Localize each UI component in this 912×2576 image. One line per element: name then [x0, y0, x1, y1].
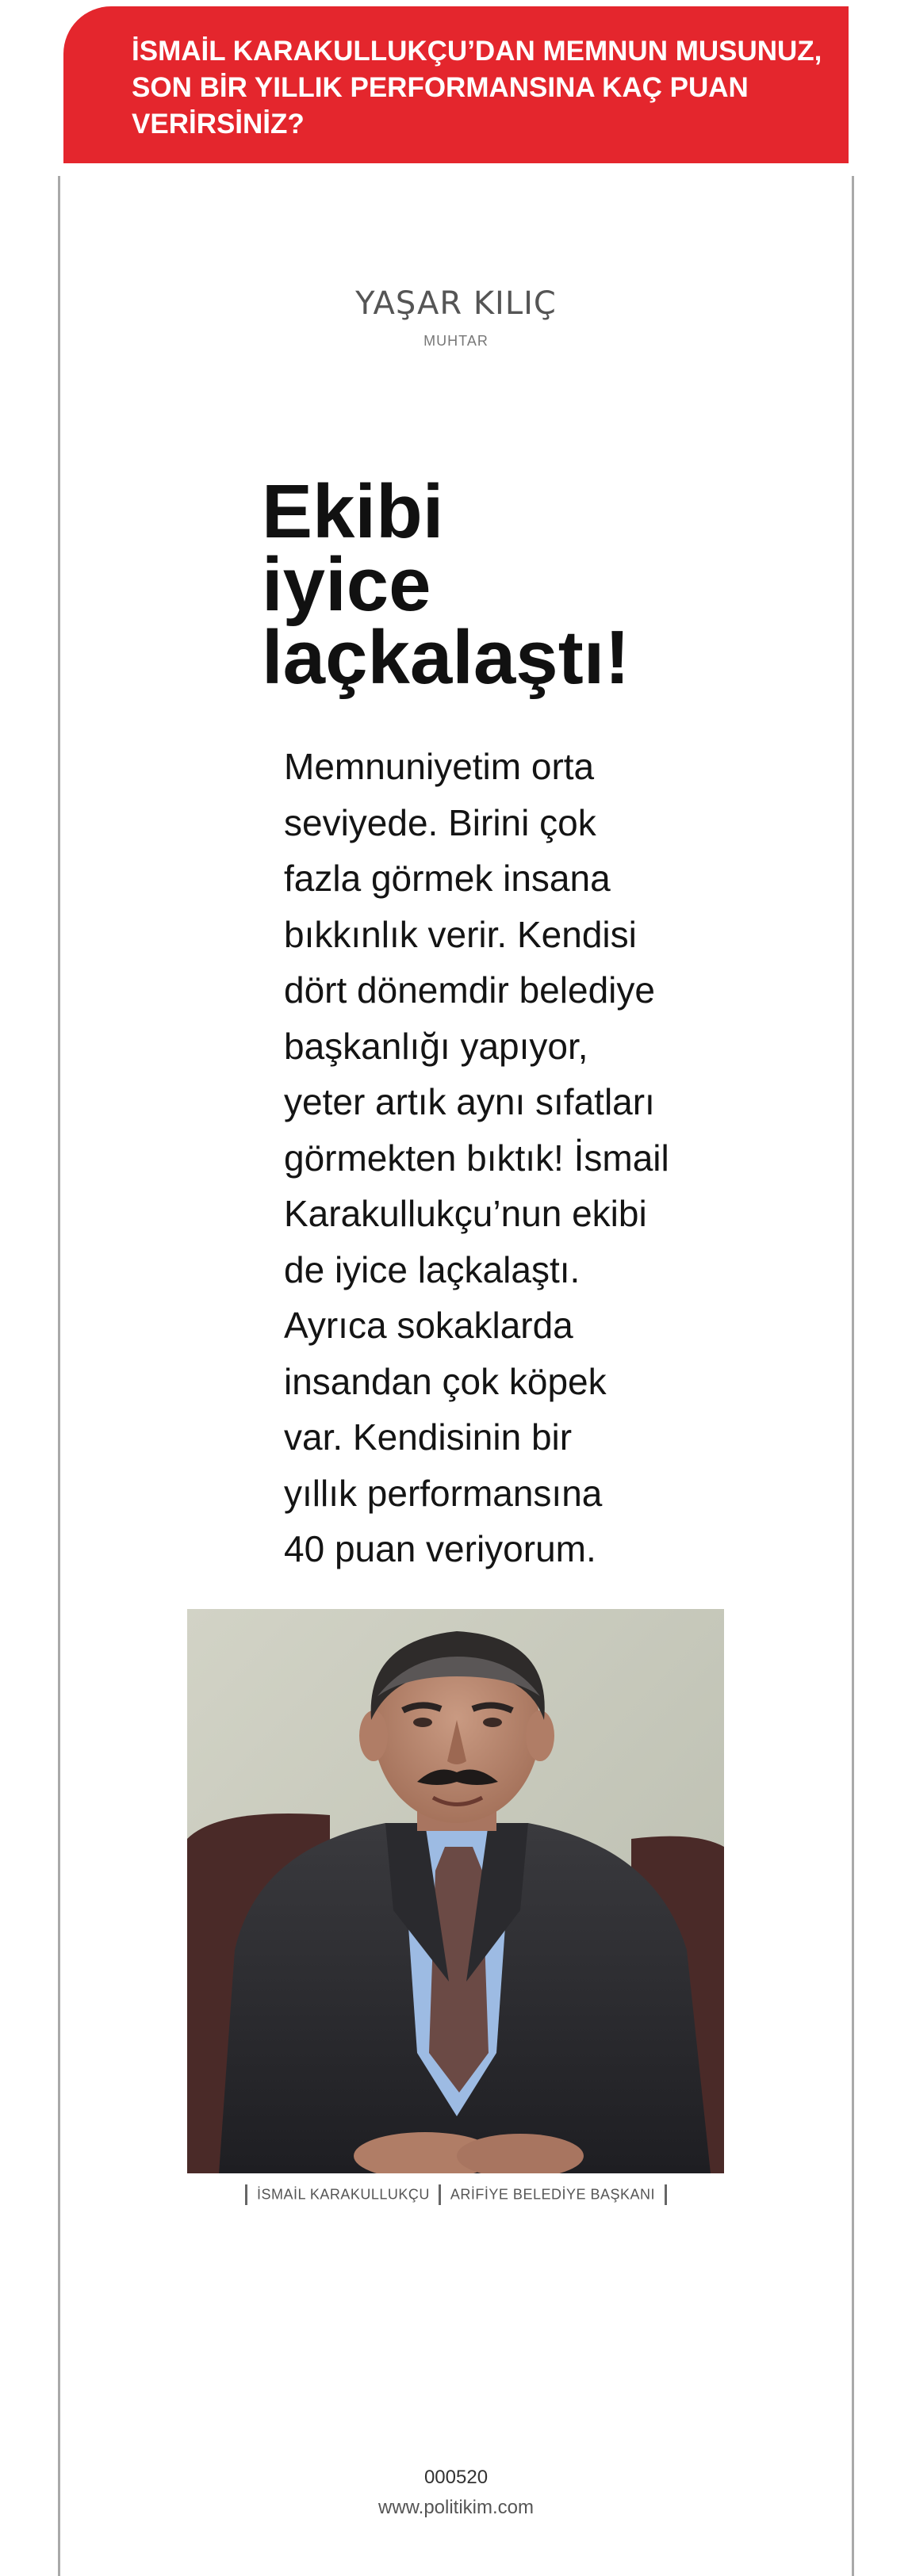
body-line: başkanlığı yapıyor,: [284, 1025, 588, 1067]
body-line: insandan çok köpek: [284, 1360, 607, 1402]
left-border-line: [58, 176, 60, 2576]
body-line: dört dönemdir belediye: [284, 969, 655, 1011]
body-line: seviyede. Birini çok: [284, 801, 596, 843]
page-code: 000520: [423, 2467, 489, 2488]
banner-line: İSMAİL KARAKULLUKÇU’DAN MEMNUN MUSUNUZ,: [132, 36, 822, 67]
body-line: Karakullukçu’nun ekibi: [284, 1193, 647, 1234]
author-name: YAŞAR KILIÇ: [355, 285, 557, 322]
body-line: 40 puan veriyorum.: [284, 1528, 596, 1569]
body-line: fazla görmek insana: [284, 858, 611, 899]
banner-line: SON BİR YILLIK PERFORMANSINA KAÇ PUAN: [132, 72, 749, 103]
body-line: Memnuniyetim orta: [284, 746, 595, 787]
portrait-photo: [187, 1609, 724, 2173]
site-url[interactable]: www.politikim.com: [377, 2497, 535, 2518]
body-line: Ayrıca sokaklarda: [284, 1305, 573, 1346]
body-line: var. Kendisinin bir: [284, 1416, 573, 1458]
caption-divider: [665, 2184, 667, 2205]
caption-title: ARİFİYE BELEDİYE BAŞKANI: [450, 2186, 656, 2203]
body-line: yıllık performansına: [284, 1472, 603, 1514]
article-body: [284, 739, 696, 1577]
body-line: de iyice laçkalaştı.: [284, 1248, 581, 1290]
caption-name: İSMAİL KARAKULLUKÇU: [256, 2186, 430, 2203]
right-border-line: [852, 176, 854, 2576]
headline-line: Ekibi: [262, 469, 444, 554]
body-line: bıkkınlık verir. Kendisi: [284, 913, 637, 955]
caption-divider: [245, 2184, 247, 2205]
banner-question: [132, 33, 830, 143]
body-line: görmekten bıktık! İsmail: [284, 1137, 669, 1179]
headline: [262, 469, 706, 700]
caption-divider: [439, 2184, 441, 2205]
banner-line: VERİRSİNİZ?: [132, 109, 305, 140]
question-banner: [63, 6, 849, 163]
headline-line: iyice: [262, 542, 431, 627]
body-line: yeter artık aynı sıfatları: [284, 1081, 655, 1122]
photo-caption: [0, 2184, 912, 2205]
author-role: MUHTAR: [423, 333, 489, 349]
headline-line: laçkalaştı!: [262, 615, 630, 700]
